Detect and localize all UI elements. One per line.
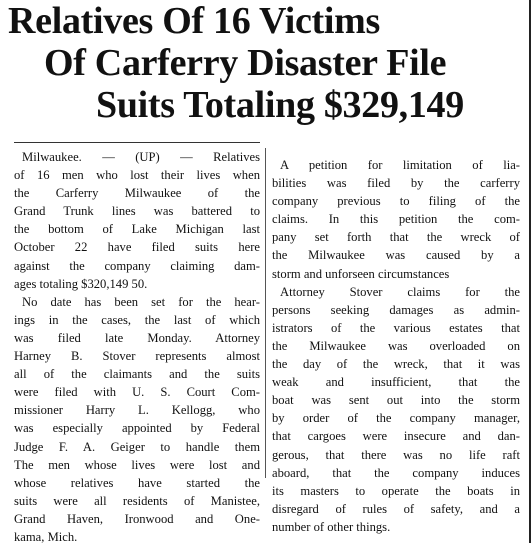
- text-line: istrators of the various estates that: [272, 320, 520, 335]
- text-line: missioner Harry L. Kellogg, who: [14, 403, 260, 418]
- text-line: that cargoes were insecure and dan-: [272, 429, 520, 444]
- text-line: Harney B. Stover represents almost: [14, 349, 260, 364]
- text-line: The men whose lives were lost and: [14, 457, 260, 472]
- text-line: the Milwaukee was overloaded on: [272, 338, 520, 353]
- text-line: its masters to operate the boats in: [272, 483, 520, 498]
- text-line: the bottom of Lake Michigan last: [14, 222, 260, 237]
- text-line: storm and unforseen circumstances: [272, 266, 450, 281]
- text-line: claims. In this petition the com-: [272, 212, 520, 227]
- text-line: Judge F. A. Geiger to handle them: [14, 439, 260, 454]
- text-line: bilities was filed by the carferry: [272, 176, 520, 191]
- text-line: by order of the company manager,: [272, 411, 520, 426]
- text-line: all of the claimants and the suits: [14, 367, 260, 382]
- text-line: October 22 have filed suits here: [14, 240, 260, 255]
- headline-line-3: Suits Totaling $329,149: [96, 84, 464, 126]
- text-line: disregard of rules of safety, and a: [272, 501, 520, 516]
- text-line: Attorney Stover claims for the: [280, 284, 520, 299]
- text-line: Milwaukee. — (UP) — Relatives: [22, 150, 260, 164]
- cut-off-text-fragment: [16, 530, 256, 542]
- text-line: ings in the cases, the last of which: [14, 312, 260, 327]
- text-line: was especially appointed by Federal: [14, 421, 260, 436]
- text-line: ages totaling $320,149 50.: [14, 276, 148, 291]
- text-line: weak and insufficient, that the: [272, 375, 520, 390]
- text-line: suits were all residents of Manistee,: [14, 493, 260, 508]
- text-line: aboard, that the company induces: [272, 465, 520, 480]
- text-line: company previous to filing of the: [272, 194, 520, 209]
- text-line: Grand Trunk lines was battered to: [14, 204, 260, 219]
- text-line: number of other things.: [272, 519, 391, 534]
- headline-line-1: Relatives Of 16 Victims: [8, 0, 380, 42]
- text-line: the Carferry Milwaukee of the: [14, 186, 260, 201]
- headline-line-2: Of Carferry Disaster File: [44, 42, 447, 84]
- text-line: persons seeking damages as admin-: [272, 302, 520, 317]
- text-line: boat was sent out into the storm: [272, 393, 520, 408]
- article-left-column: [14, 148, 260, 546]
- text-line: were filed with U. S. Court Com-: [14, 385, 260, 400]
- headline: [0, 0, 531, 126]
- text-line: kama, Mich.: [14, 529, 78, 544]
- article-right-column: [272, 156, 520, 536]
- text-line: Grand Haven, Ironwood and One-: [14, 511, 260, 526]
- text-line: pany set forth that the wreck of: [272, 230, 520, 245]
- text-line: the day of the wreck, that it was: [272, 357, 520, 372]
- text-line: of 16 men who lost their lives when: [14, 168, 260, 183]
- text-line: the Milwaukee was caused by a: [272, 248, 520, 263]
- text-line: gerous, that there was no life raft: [272, 447, 520, 462]
- text-line: No date has been set for the hear-: [22, 294, 260, 309]
- column-divider: [265, 148, 266, 478]
- text-line: whose relatives have started the: [14, 475, 260, 490]
- text-line: against the company claiming dam-: [14, 258, 260, 273]
- column-top-rule: [14, 142, 260, 143]
- text-line: A petition for limitation of lia-: [280, 158, 520, 172]
- text-line: was filed late Monday. Attorney: [14, 330, 260, 345]
